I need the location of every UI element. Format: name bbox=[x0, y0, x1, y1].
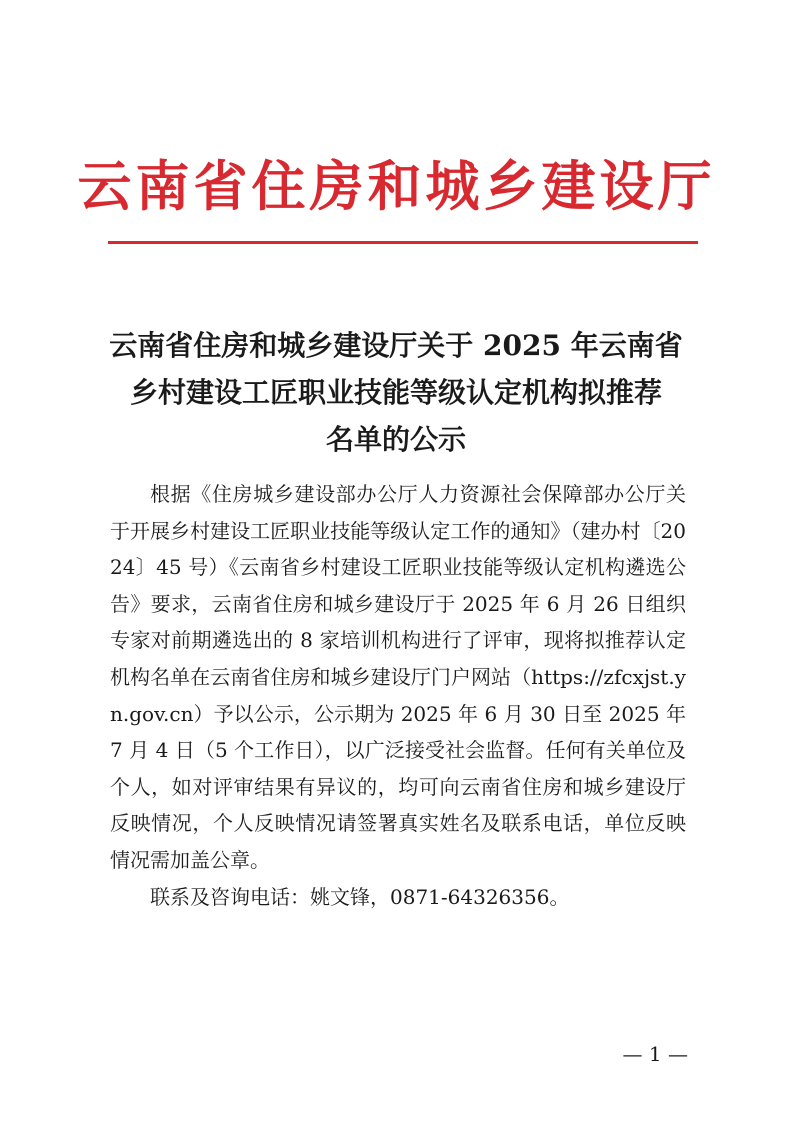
document-title-line: 名单的公示 bbox=[325, 423, 466, 456]
letterhead-red-rule bbox=[108, 241, 698, 244]
body-paragraph-main: 根据《住房城乡建设部办公厅人力资源社会保障部办公厅关于开展乡村建设工匠职业技能等级认定工作的通知》（建办村〔2024〕45 号）《云南省乡村建设工匠职业技能等级认定机构遴选公告》要求，云南省住房和城乡建设厅于 2025 年 6 月 26 日组织专家对前期遴选出的 8 家培训机构进行了评审，现将拟推荐认定机构名单在云南省住房和城乡建设厅门户网站（https://zfcxjst.yn.gov.cn）予以公示，公示期为 2025 年 6 月 30 日至 2025 年 7 月 4 日（5 个工作日），以广泛接受社会监督。任何有关单位及个人，如对评审结果有异议的，均可向云南省住房和城乡建设厅反映情况，个人反映情况请签署真实姓名及联系电话，单位反映情况需加盖公章。 bbox=[110, 482, 686, 872]
document-title-line: 乡村建设工匠职业技能等级认定机构拟推荐 bbox=[129, 376, 662, 409]
body-paragraph-contact: 联系及咨询电话：姚文锋，0871-64326356。 bbox=[150, 884, 570, 909]
document-title bbox=[96, 322, 696, 463]
document-body bbox=[110, 476, 686, 915]
page-number: — 1 — bbox=[622, 1042, 688, 1066]
document-title-line: 云南省住房和城乡建设厅关于 2025 年云南省 bbox=[109, 329, 683, 362]
letterhead-title: 云南省住房和城乡建设厅 bbox=[77, 154, 716, 218]
